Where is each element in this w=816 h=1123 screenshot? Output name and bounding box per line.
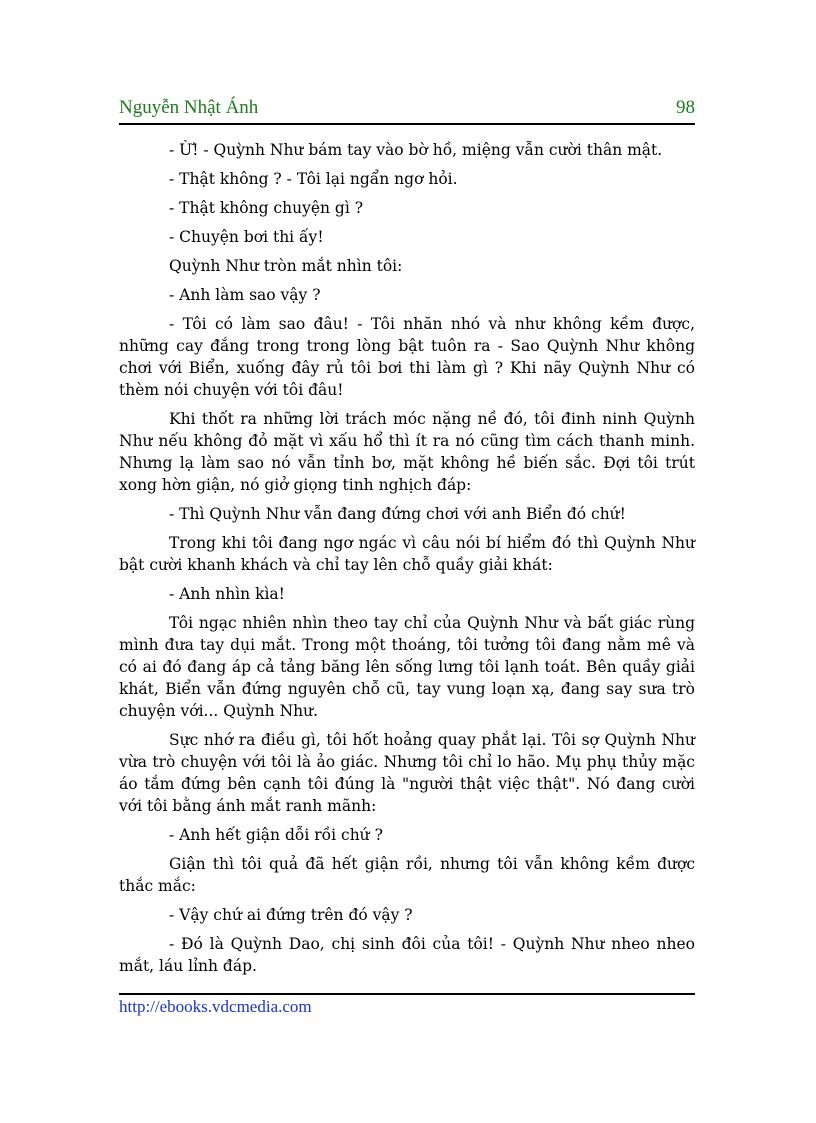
paragraph: - Vậy chứ ai đứng trên đó vậy ? (169, 906, 413, 924)
paragraph: Giận thì tôi quả đã hết giận rồi, nhưng tôi vẫn không kềm được thắc mắc: (119, 855, 695, 895)
paragraph: Tôi ngạc nhiên nhìn theo tay chỉ của Quỳnh Như và bất giác rùng mình đưa tay dụi mắt. Trong một thoáng, tôi tưởng tôi đang nằm mê và có ai đó đang áp cả tảng băng lên sống lưng tôi lạnh toát. Bên quầy giải khát, Biển vẫn đứng nguyên chỗ cũ, tay vung loạn xạ, đang say sưa trò chuyện với... Quỳnh Như. (119, 614, 695, 720)
paragraph: Trong khi tôi đang ngơ ngác vì câu nói bí hiểm đó thì Quỳnh Như bật cười khanh khách và chỉ tay lên chỗ quầy giải khát: (119, 534, 695, 574)
paragraph: Quỳnh Như tròn mắt nhìn tôi: (169, 257, 403, 275)
paragraph: - Anh làm sao vậy ? (169, 286, 321, 304)
book-page (119, 96, 695, 984)
paragraph: - Thì Quỳnh Như vẫn đang đứng chơi với anh Biển đó chứ! (169, 505, 626, 523)
paragraph: Khi thốt ra những lời trách móc nặng nề đó, tôi đinh ninh Quỳnh Như nếu không đỏ mặt vì xấu hổ thì ít ra nó cũng tìm cách thanh minh. Nhưng lạ làm sao nó vẫn tỉnh bơ, mặt không hề biến sắc. Đợi tôi trút xong hờn giận, nó giở giọng tinh nghịch đáp: (119, 410, 695, 494)
paragraph: - Chuyện bơi thi ấy! (169, 228, 324, 246)
body-text (119, 139, 695, 977)
paragraph: - Anh hết giận dỗi rồi chứ ? (169, 826, 383, 844)
page-header (119, 96, 695, 125)
paragraph: - Thật không chuyện gì ? (169, 199, 364, 217)
footer-link[interactable]: http://ebooks.vdcmedia.com (119, 997, 312, 1016)
paragraph: - Thật không ? - Tôi lại ngẩn ngơ hỏi. (169, 170, 458, 188)
paragraph: - Anh nhìn kìa! (169, 585, 285, 603)
author-name: Nguyễn Nhật Ánh (119, 97, 259, 118)
page-footer (119, 993, 695, 1017)
paragraph: - Tôi có làm sao đâu! - Tôi nhăn nhó và như không kềm được, những cay đắng trong trong lòng bật tuôn ra - Sao Quỳnh Như không chơi với Biển, xuống đây rủ tôi bơi thi làm gì ? Khi nãy Quỳnh Như có thèm nói chuyện với tôi đâu! (119, 315, 695, 399)
page-number: 98 (676, 97, 695, 118)
paragraph: - Ừ! - Quỳnh Như bám tay vào bờ hồ, miệng vẫn cười thân mật. (169, 141, 663, 159)
paragraph: - Đó là Quỳnh Dao, chị sinh đôi của tôi! - Quỳnh Như nheo nheo mắt, láu lỉnh đáp. (119, 935, 695, 975)
paragraph: Sực nhớ ra điều gì, tôi hốt hoảng quay phắt lại. Tôi sợ Quỳnh Như vừa trò chuyện với tôi là ảo giác. Nhưng tôi chỉ lo hão. Mụ phụ thủy mặc áo tắm đứng bên cạnh tôi đúng là "người thật việc thật". Nó đang cười với tôi bằng ánh mắt ranh mãnh: (119, 731, 695, 815)
